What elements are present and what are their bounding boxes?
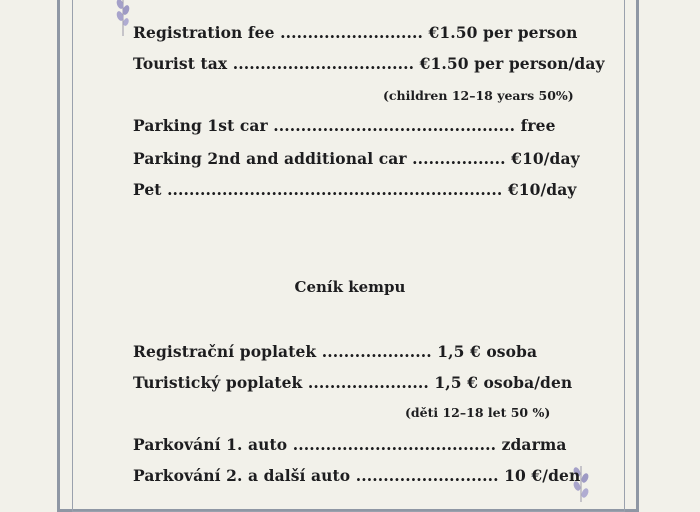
price-value: 1,5 € osoba/den [434, 373, 573, 392]
price-value: free [520, 116, 556, 135]
price-label: Registration fee [133, 23, 275, 42]
price-label: Registrační poplatek [133, 342, 317, 361]
price-row-pet [133, 180, 576, 200]
deti-discount-note: (děti 12–18 let 50 %) [405, 405, 551, 420]
price-value: zdarma [501, 435, 567, 454]
price-label: Parking 2nd and additional car [133, 149, 407, 168]
leader-dots: ..................................... [292, 435, 497, 454]
price-row-registration-fee [133, 23, 578, 43]
price-row-registracni-poplatek [133, 342, 537, 362]
price-label: Pet [133, 180, 162, 199]
price-value: 10 €/den [504, 466, 581, 485]
leader-dots: ................. [412, 149, 506, 168]
czech-price-list-heading: Ceník kempu [294, 278, 406, 296]
price-label: Tourist tax [133, 54, 228, 73]
price-label: Parkování 1. auto [133, 435, 288, 454]
price-label: Parkování 2. a další auto [133, 466, 351, 485]
leader-dots: .................... [321, 342, 432, 361]
price-value: 1,5 € osoba [437, 342, 538, 361]
price-row-parkovani-2-auto [133, 466, 580, 486]
price-label: Parking 1st car [133, 116, 268, 135]
price-row-tourist-tax [133, 54, 605, 74]
price-value: €10/day [507, 180, 577, 199]
leader-dots: ...................... [307, 373, 429, 392]
price-row-parking-additional-car [133, 149, 580, 169]
price-value: €1.50 per person/day [419, 54, 605, 73]
price-value: €10/day [511, 149, 580, 168]
leader-dots: .......................... [355, 466, 499, 485]
price-row-parkovani-1-auto [133, 435, 567, 455]
price-label: Turistický poplatek [133, 373, 303, 392]
price-row-parking-first-car [133, 116, 556, 136]
leader-dots: ................................. [232, 54, 415, 73]
price-row-turisticky-poplatek [133, 373, 572, 393]
leader-dots: .......................... [280, 23, 424, 42]
children-discount-note: (children 12–18 years 50%) [383, 88, 574, 103]
leader-dots: ............................................................. [167, 180, 503, 199]
price-value: €1.50 per person [428, 23, 578, 42]
leader-dots: ............................................ [273, 116, 516, 135]
